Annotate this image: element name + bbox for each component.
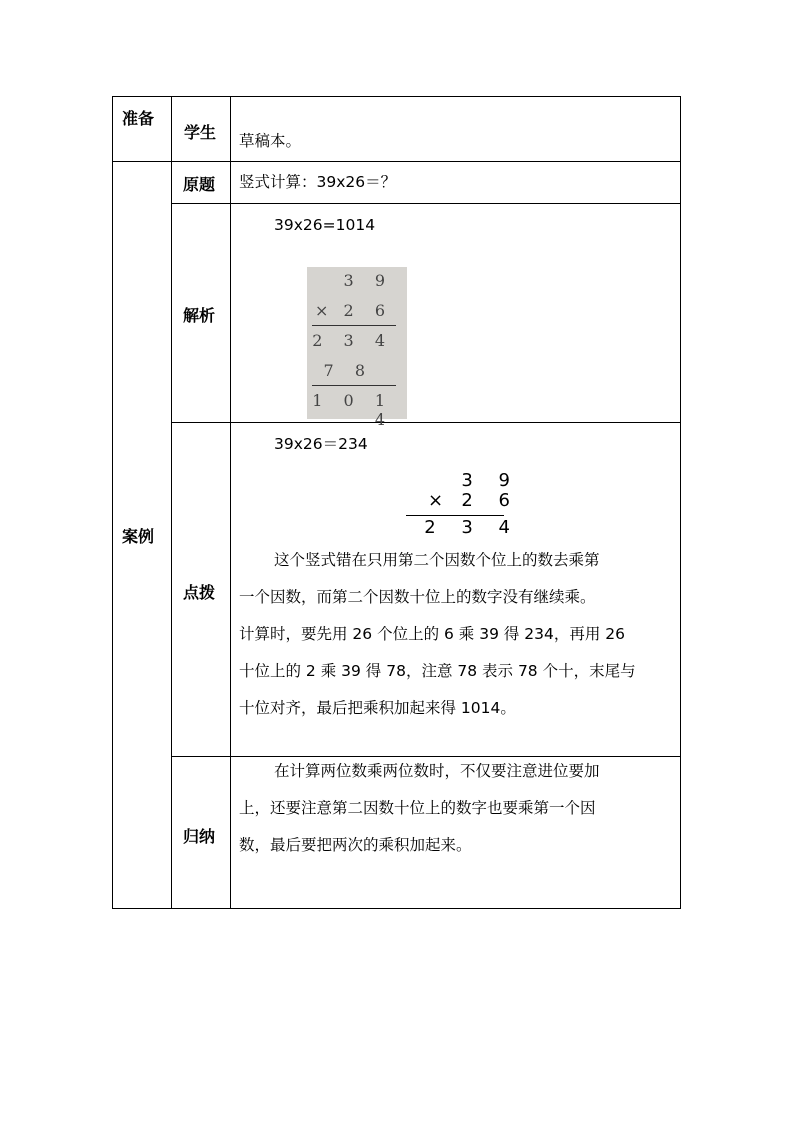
hint-line-1: 这个竖式错在只用第二个因数个位上的数去乘第 [274, 551, 600, 569]
photo-row-2: 2 6 [343, 301, 393, 320]
prep-label: 准备 [122, 109, 155, 128]
summary-label: 归纳 [183, 827, 216, 846]
hint-line-5: 十位对齐，最后把乘积加起来得 1014。 [239, 699, 516, 717]
photo-line-1 [312, 325, 396, 326]
original-label: 原题 [183, 175, 216, 194]
hint-calc-times-sign: × [428, 490, 444, 511]
photo-row-3: 2 3 4 [312, 331, 393, 350]
photo-row-1: 3 9 [343, 271, 393, 290]
hint-label: 点拨 [183, 583, 216, 602]
hint-calc-row-2: 2 6 [461, 490, 520, 511]
column-divider [171, 96, 172, 909]
photo-line-2 [312, 385, 396, 386]
photo-times-sign: × [315, 301, 329, 320]
hint-calc-row-3: 2 3 4 [424, 517, 520, 538]
hint-equation: 39x26＝234 [274, 435, 368, 453]
case-label: 案例 [122, 527, 155, 546]
student-label: 学生 [184, 123, 217, 142]
hint-calc-line [406, 515, 504, 516]
hint-line-4: 十位上的 2 乘 39 得 78，注意 78 表示 78 个十，末尾与 [239, 662, 636, 680]
table-border-top [112, 96, 681, 97]
row-divider [171, 422, 681, 423]
vertical-calculation-photo [307, 267, 407, 429]
row-divider [112, 161, 681, 162]
lesson-table [112, 96, 681, 909]
summary-line-1: 在计算两位数乘两位数时，不仅要注意进位要加 [274, 762, 600, 780]
hint-calc-row-1: 3 9 [461, 470, 520, 491]
row-divider [171, 203, 681, 204]
table-border-bottom [112, 908, 681, 909]
photo-row-5: 1 0 1 4 [312, 391, 393, 429]
analysis-label: 解析 [183, 306, 216, 325]
original-content: 竖式计算：39x26＝？ [239, 173, 397, 191]
column-divider [230, 96, 231, 909]
analysis-equation: 39x26=1014 [274, 216, 376, 234]
table-border-left [112, 96, 113, 909]
summary-line-3: 数，最后要把两次的乘积加起来。 [239, 836, 472, 854]
table-border-right [680, 96, 681, 909]
photo-row-4: 7 8 [323, 361, 373, 380]
hint-line-3: 计算时，要先用 26 个位上的 6 乘 39 得 234，再用 26 [239, 625, 626, 643]
summary-line-2: 上，还要注意第二因数十位上的数字也要乘第一个因 [239, 799, 596, 817]
prep-content: 草稿本。 [239, 132, 302, 150]
hint-line-2: 一个因数，而第二个因数十位上的数字没有继续乘。 [239, 588, 596, 606]
